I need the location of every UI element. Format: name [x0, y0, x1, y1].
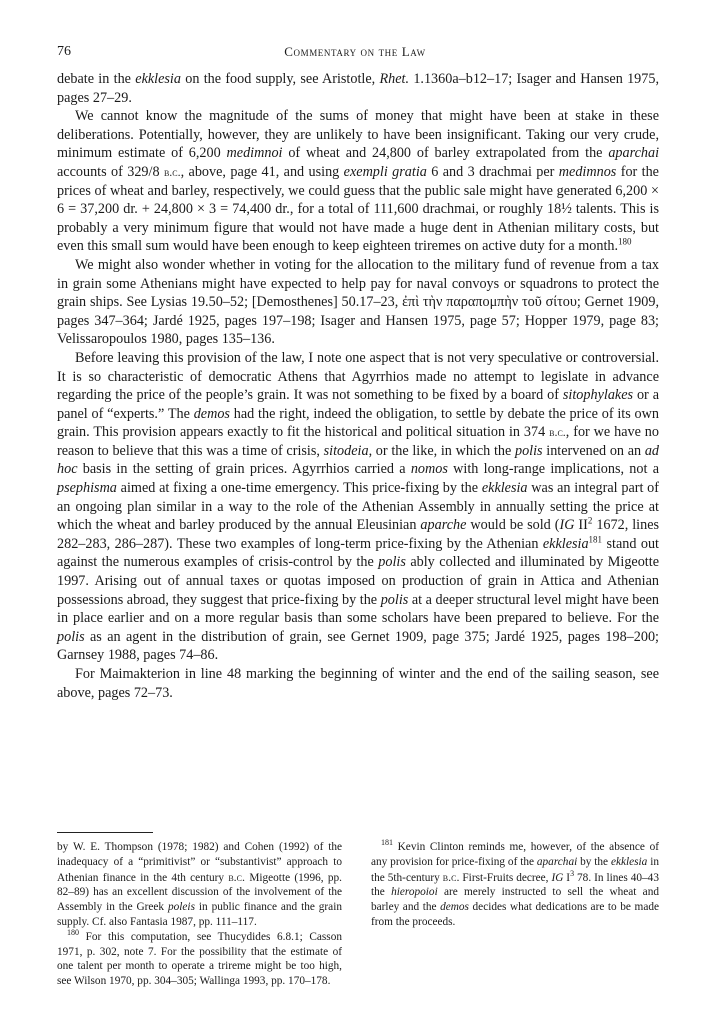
- footnote-continuation: by W. E. Thompson (1978; 1982) and Cohen (1992) of the inadequacy of a “primitivist” or “substantivist” approach to Athenian finance in the 4th century b.c. Migeotte (1996, pp. 82–89) has an excellent discussion of the involvement of the Assembly in the Greek poleis in public finance and the grain supply. Cf. also Fantasia 1987, pp. 111–117.: [57, 841, 342, 928]
- main-text: [57, 70, 659, 702]
- footnotes-left-column: [57, 840, 342, 989]
- footnote-ref-180: 180: [618, 236, 632, 247]
- page-number: 76: [57, 44, 71, 59]
- footnote-ref-181: 181: [588, 534, 603, 545]
- paragraph-4: Before leaving this provision of the law, I note one aspect that is not very speculative or controversial. It is so characteristic of democratic Athens that Agyrrhios made no attempt to legislate in advance regarding the price of the people’s grain. It was not something to be fixed by a board of sitophylakes or a panel of “experts.” The demos had the right, indeed the obligation, to settle by debate the price of its own grain. This provision appears exactly to fit the historical and political situation in 374 b.c., for we have no reason to believe that this was a time of crisis, sitodeia, or the like, in which the polis intervened on an ad hoc basis in the setting of grain prices. Agyrrhios carried a nomos with long-range implications, not a psephisma aimed at fixing a one-time emergency. This price-fixing by the ekklesia was an integral part of an ongoing plan similar in a way to the role of the Athenian Assembly in annually setting the price at which the wheat and barley produced by the annual Eleusinian aparche would be sold (IG $II^2$ 1672, lines 282–283, 286–287). These two examples of long-term price-fixing by the Athenian ekklesia$^{181}$ stand out against the numerous examples of crisis-control by the polis ably collected and illuminated by Migeotte 1997. Arising out of annual taxes or quotas imposed on production of grain in Attica and Athenian possessions abroad, they suggest that price-fixing by the polis at a deeper structural level might have been in place earlier and on a more regular basis than some scholars have been prepared to believe. For the polis as an agent in the distribution of grain, see Gernet 1909, page 375; Jardé 1925, pages 198–200; Garnsey 1988, pages 74–86.: [57, 349, 660, 664]
- paragraph-3: We might also wonder whether in voting for the allocation to the military fund of revenue from a tax in grain some Athenians might have expected to help pay for naval convoys or squadrons to protect the grain ships. See Lysias 19.50–52; [Demosthenes] 50.17–23, ἐπὶ τὴν παραπομπὴν τοῦ σίτου; Gernet 1909, pages 347–364; Jardé 1925, pages 197–198; Isager and Hansen 1975, page 57; Hopper 1979, page 83; Velissaropoulos 1980, pages 135–136.: [57, 256, 659, 348]
- page-header: [0, 44, 710, 64]
- footnote-rule: [57, 832, 153, 833]
- footnotes-right-column: [371, 840, 659, 930]
- paragraph-1: debate in the ekklesia on the food supply, see Aristotle, Rhet. 1.1360a–b12–17; Isager and Hansen 1975, pages 27–29.: [57, 71, 659, 106]
- paragraph-5: For Maimakterion in line 48 marking the beginning of winter and the end of the sailing season, see above, pages 72–73.: [57, 666, 659, 701]
- footnote-181: $^{181}$ Kevin Clinton reminds me, however, of the absence of any provision for price-fixing of the aparchai by the ekklesia in the 5th-century b.c. First-Fruits decree, IG $I^3$ 78. In lines 40–43 the hieropoioi are merely instructed to sell the wheat and barley and the demos decides what dedications are to be made from the proceeds.: [371, 838, 659, 928]
- running-head: Commentary on the Law: [284, 44, 426, 59]
- footnote-180: $^{180}$ For this computation, see Thucydides 6.8.1; Casson 1971, p. 302, note 7. For the possibility that the estimate of one talent per month to operate a trireme might be too high, see Wilson 1970, pp. 304–305; Wallinga 1993, pp. 170–178.: [57, 928, 342, 988]
- paragraph-2: We cannot know the magnitude of the sums of money that might have been at stake in these deliberations. Potentially, however, they are unlikely to have been insignificant. Taking our very crude, minimum estimate of 6,200 medimnoi of wheat and 24,800 of barley extrapolated from the aparchai accounts of 329/8 b.c., above, page 41, and using exempli gratia 6 and 3 drachmai per medimnos for the prices of wheat and barley, respectively, we could guess that the public sale might have generated 6,200 × 6 = 37,200 dr. + 24,800 × 3 = 74,400 dr., for a total of 111,600 drachmai, or roughly 18½ talents. This is probably a very minimum figure that would not have made a huge dent in Athenian military costs, but even this small sum would have been enough to keep eighteen triremes on active duty for a month.$^{180}$: [57, 108, 660, 255]
